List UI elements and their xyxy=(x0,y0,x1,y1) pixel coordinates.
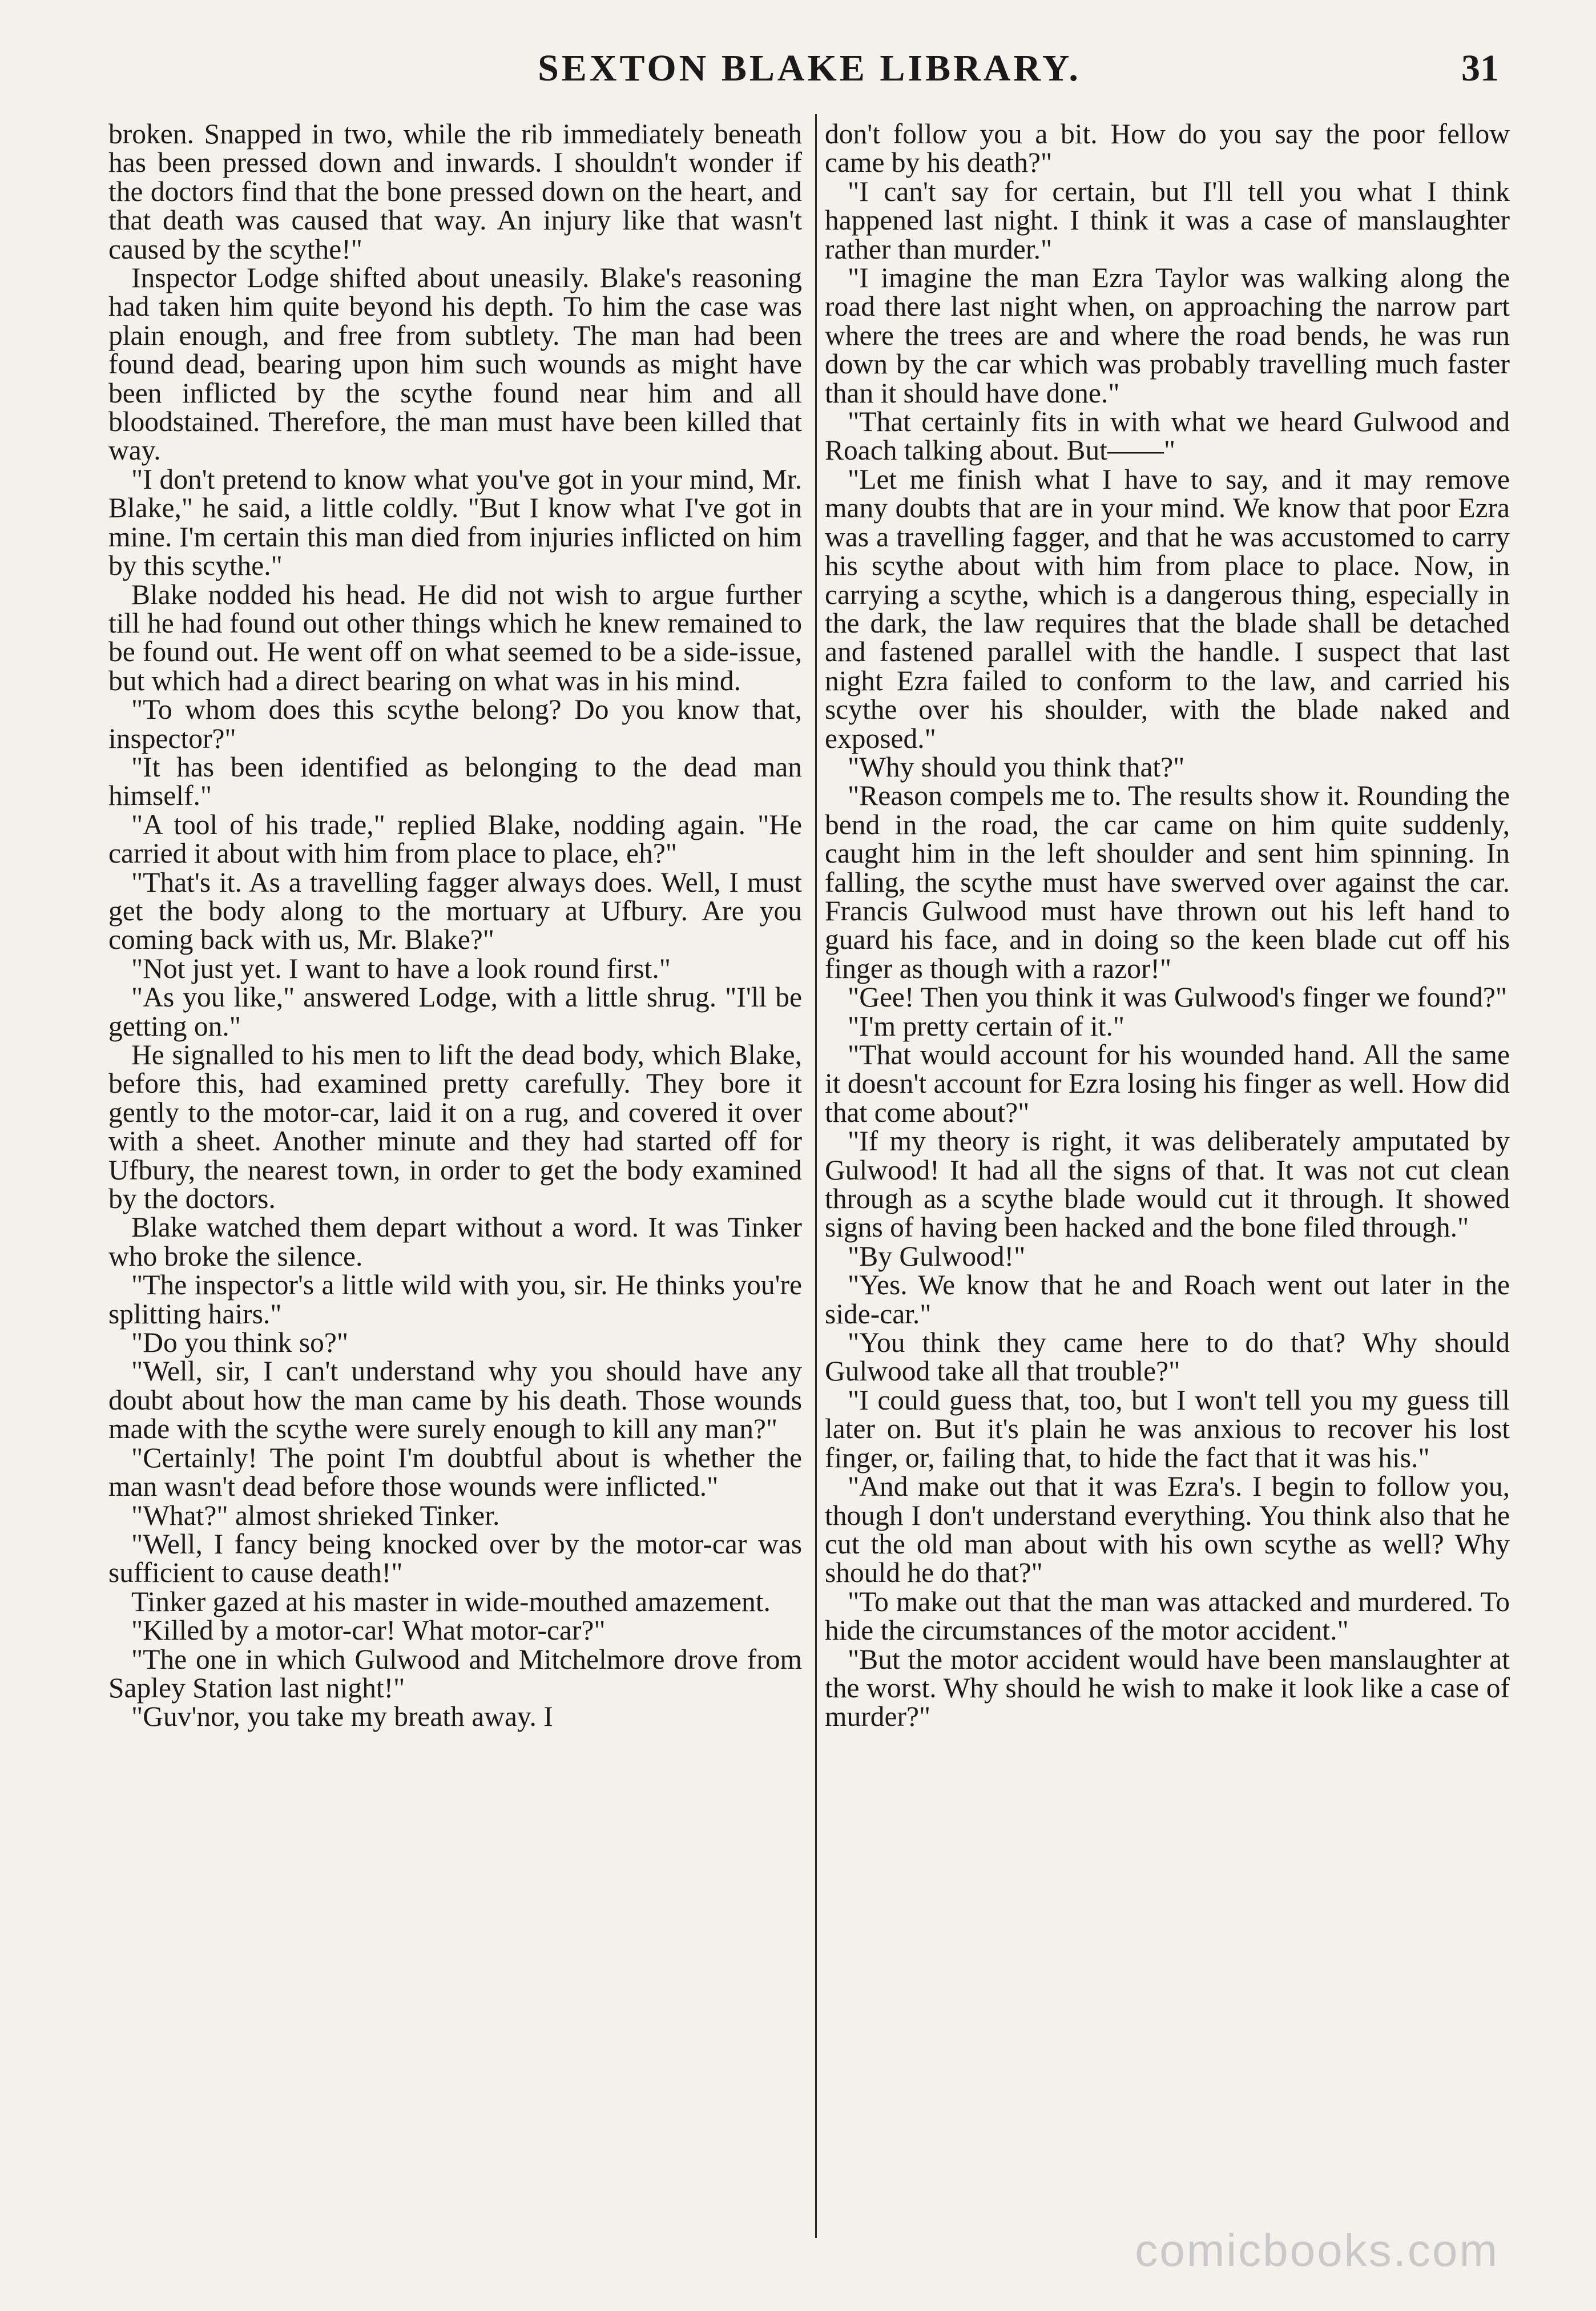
paragraph: "That's it. As a travelling fagger always does. Well, I must get the body along to the mortuary at Ufbury. Are you coming back with us, Mr. Blake?" xyxy=(108,866,802,956)
paragraph: "That would account for his wounded hand. All the same it doesn't account for Ezra losing his finger as well. How did that come about?" xyxy=(825,1039,1510,1128)
right-column xyxy=(825,120,1510,1732)
paragraph: Blake watched them depart without a word. It was Tinker who broke the silence. xyxy=(108,1211,802,1272)
paragraph: "To whom does this scythe belong? Do you know that, inspector?" xyxy=(108,694,802,754)
paragraph: "Well, I fancy being knocked over by the motor-car was sufficient to cause death!" xyxy=(108,1528,802,1589)
column-divider xyxy=(815,114,817,2238)
paragraph: "Not just yet. I want to have a look round first." xyxy=(131,952,671,984)
paragraph: Blake nodded his head. He did not wish to argue further till he had found out other things which he knew remained to be found out. He went off on what seemed to be a side-issue, but which had a direct bearing on what was in his mind. xyxy=(108,578,802,696)
paragraph: "Why should you think that?" xyxy=(848,751,1185,783)
paragraph: "Let me finish what I have to say, and it may remove many doubts that are in your mind. We know that poor Ezra was a travelling fagger, and that he was accustomed to carry his scythe about with him from place to place. Now, in carrying a scythe, which is a dangerous thing, especially in the dark, the law requires that the blade shall be detached and fastened parallel with the handle. I suspect that last night Ezra failed to conform to the law, and carried his scythe over his shoulder, with the blade naked and exposed." xyxy=(825,463,1510,754)
paragraph: "Gee! Then you think it was Gulwood's finger we found?" xyxy=(848,981,1508,1013)
paragraph: "I can't say for certain, but I'll tell you what I think happened last night. I think it was a case of manslaughter rather than murder." xyxy=(825,175,1510,265)
paragraph: "But the motor accident would have been manslaughter at the worst. Why should he wish to make it look like a case of murder?" xyxy=(825,1643,1510,1733)
left-column xyxy=(108,120,802,1732)
paragraph: "I don't pretend to know what you've got in your mind, Mr. Blake," he said, a little coldly. "But I know what I've got in mine. I'm certain this man died from injuries inflicted on him by this scythe." xyxy=(108,463,802,582)
paragraph: He signalled to his men to lift the dead body, which Blake, before this, had examined pretty carefully. They bore it gently to the motor-car, laid it on a rug, and covered it over with a sheet. Another minute and they had started off for Ufbury, the nearest town, in order to get the body examined by the doctors. xyxy=(108,1039,802,1215)
paragraph: "Yes. We know that he and Roach went out later in the side-car." xyxy=(825,1269,1510,1330)
paragraph: "I imagine the man Ezra Taylor was walking along the road there last night when, on approaching the narrow part where the trees are and where the road bends, he was run down by the car which was probably travelling much faster than it should have done." xyxy=(825,262,1510,409)
page-header xyxy=(108,34,1510,103)
paragraph: "Certainly! The point I'm doubtful about is whether the man wasn't dead before those wounds were inflicted." xyxy=(108,1442,802,1503)
paragraph: broken. Snapped in two, while the rib immediately beneath has been pressed down and inwards. I shouldn't wonder if the doctors find that the bone pressed down on the heart, and that death was caused that way. An injury like that wasn't caused by the scythe!" xyxy=(108,118,802,265)
paragraph: "It has been identified as belonging to the dead man himself." xyxy=(108,751,802,812)
paragraph: "Guv'nor, you take my breath away. I xyxy=(131,1701,553,1733)
paragraph: "By Gulwood!" xyxy=(848,1240,1026,1272)
paragraph: "If my theory is right, it was deliberately amputated by Gulwood! It had all the signs of that. It was not cut clean through as a scythe blade would cut it through. It showed signs of having been hacked and the bone filed through." xyxy=(825,1125,1510,1243)
running-title: SEXTON BLAKE LIBRARY. xyxy=(538,47,1081,89)
page-number: 31 xyxy=(1461,47,1499,89)
paragraph: "That certainly fits in with what we heard Gulwood and Roach talking about. But——" xyxy=(825,406,1510,466)
paragraph: Inspector Lodge shifted about uneasily. Blake's reasoning had taken him quite beyond his depth. To him the case was plain enough, and free from subtlety. The man had been found dead, bearing upon him such wounds as might have been inflicted by the scythe found near him and all bloodstained. Therefore, the man must have been killed that way. xyxy=(108,262,802,466)
paragraph: don't follow you a bit. How do you say the poor fellow came by his death?" xyxy=(825,118,1510,179)
paragraph: "And make out that it was Ezra's. I begin to follow you, though I don't understand everything. You think also that he cut the old man about with his own scythe as well? Why should he do that?" xyxy=(825,1471,1510,1589)
paragraph: "Reason compels me to. The results show it. Rounding the bend in the road, the car came on him quite suddenly, caught him in the left shoulder and sent him spinning. In falling, the scythe must have swerved over against the car. Francis Gulwood must have thrown out his left hand to guard his face, and in doing so the keen blade cut off his finger as though with a razor!" xyxy=(825,780,1510,984)
paragraph: "A tool of his trade," replied Blake, nodding again. "He carried it about with him from place to place, eh?" xyxy=(108,808,802,869)
paragraph: "To make out that the man was attacked and murdered. To hide the circumstances of the motor accident." xyxy=(825,1585,1510,1646)
paragraph: "Killed by a motor-car! What motor-car?" xyxy=(131,1615,606,1646)
paragraph: "The one in which Gulwood and Mitchelmore drove from Sapley Station last night!" xyxy=(108,1643,802,1704)
watermark: comicbooks.com xyxy=(1135,2225,1499,2276)
paragraph: "As you like," answered Lodge, with a little shrug. "I'll be getting on." xyxy=(108,981,802,1042)
paragraph: "Do you think so?" xyxy=(131,1327,349,1359)
paragraph: Tinker gazed at his master in wide-mouthed amazement. xyxy=(131,1585,771,1617)
paragraph: "What?" almost shrieked Tinker. xyxy=(131,1499,500,1531)
paragraph: "The inspector's a little wild with you, sir. He thinks you're splitting hairs." xyxy=(108,1269,802,1330)
paragraph: "Well, sir, I can't understand why you should have any doubt about how the man came by his death. Those wounds made with the scythe were surely enough to kill any man?" xyxy=(108,1355,802,1445)
paragraph: "I'm pretty certain of it." xyxy=(848,1010,1125,1042)
paragraph: "I could guess that, too, but I won't tell you my guess till later on. But it's plain he was anxious to recover his lost finger, or, failing that, to hide the fact that it was his." xyxy=(825,1384,1510,1473)
paragraph: "You think they came here to do that? Why should Gulwood take all that trouble?" xyxy=(825,1327,1510,1387)
